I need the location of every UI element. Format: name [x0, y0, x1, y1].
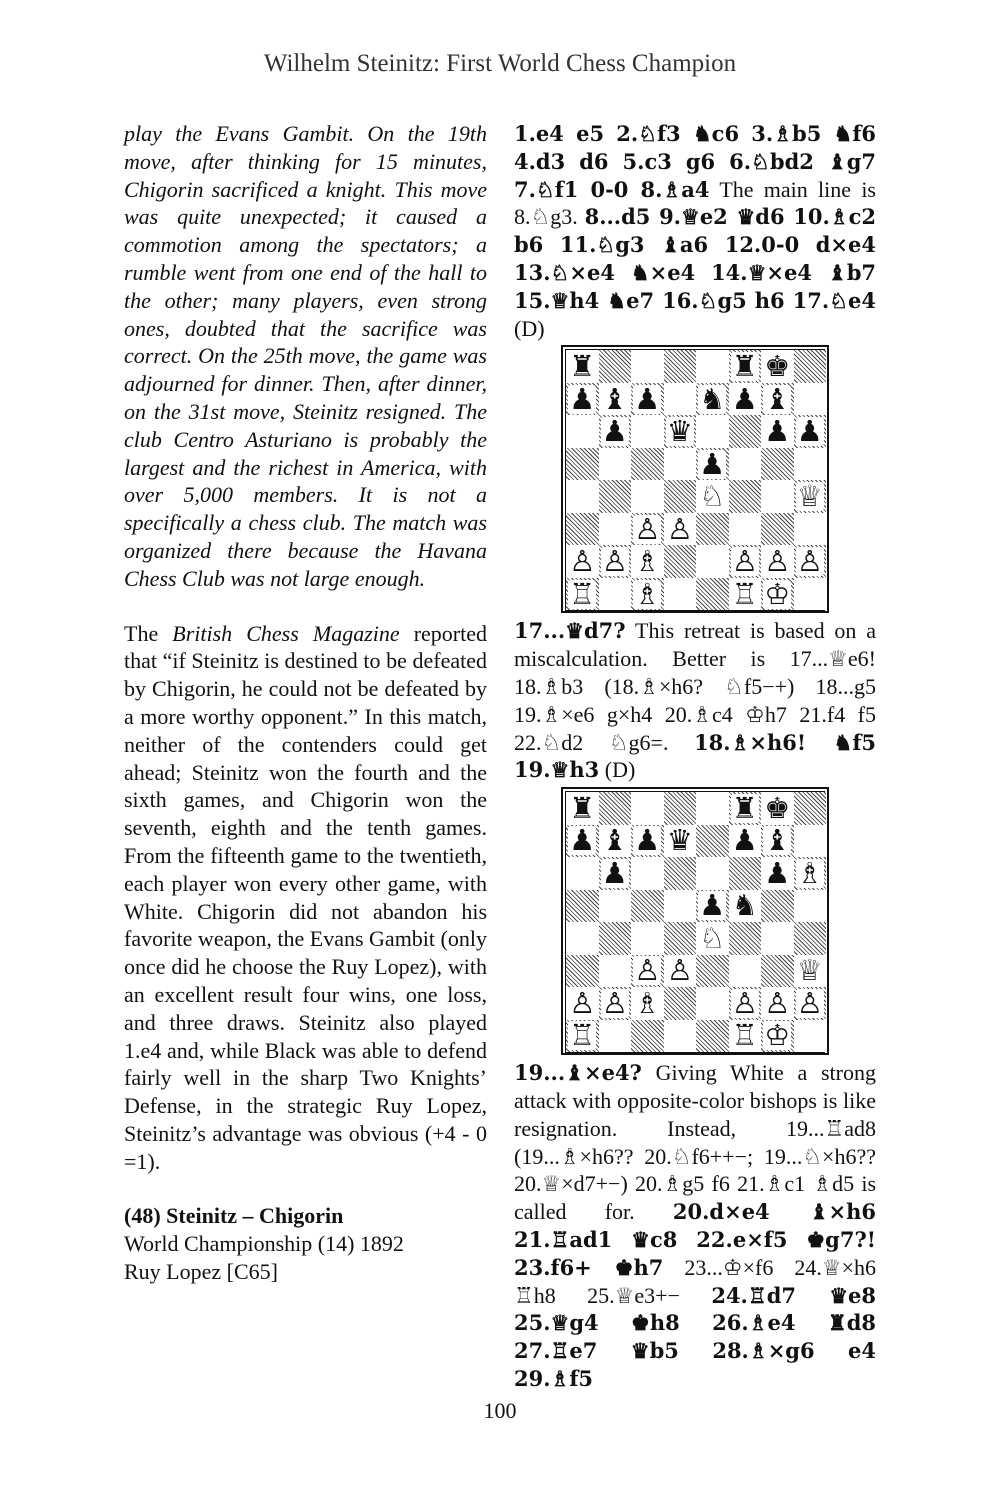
board-square: [599, 955, 632, 988]
running-header: Wilhelm Steinitz: First World Chess Champion: [263, 50, 737, 77]
board-square: [599, 578, 632, 611]
board-square: [696, 350, 729, 383]
board-square: [761, 857, 794, 890]
white-king-icon: ♔: [764, 1018, 791, 1053]
board-square: [631, 513, 664, 546]
left-column: [124, 120, 487, 1286]
board-square: [761, 578, 794, 611]
board-square: [794, 513, 827, 546]
board-square: [599, 825, 632, 858]
board-square: [631, 350, 664, 383]
board-square: [761, 987, 794, 1020]
black-pawn-icon: ♟: [569, 381, 596, 416]
board-square: [599, 480, 632, 513]
white-pawn-icon: ♙: [569, 544, 596, 579]
white-king-icon: ♔: [764, 576, 791, 611]
board-square: [696, 922, 729, 955]
board-square: [794, 890, 827, 923]
board-square: [794, 383, 827, 416]
board-square: [794, 922, 827, 955]
board-square: [696, 480, 729, 513]
board-square: [664, 545, 697, 578]
board-square: [599, 415, 632, 448]
board-square: [566, 825, 599, 858]
board-square: [794, 578, 827, 611]
black-queen-icon: ♛: [666, 414, 693, 449]
white-queen-icon: ♕: [796, 953, 823, 988]
board-square: [631, 890, 664, 923]
board-square: [631, 955, 664, 988]
game-event: World Championship (14) 1892: [124, 1231, 404, 1257]
black-rook-icon: ♜: [569, 790, 596, 825]
board-square: [761, 922, 794, 955]
board-square: [696, 890, 729, 923]
board-square: [631, 1020, 664, 1053]
board-square: [729, 448, 762, 481]
game-opening: Ruy Lopez [C65]: [124, 1259, 278, 1285]
white-pawn-icon: ♙: [796, 985, 823, 1020]
white-rook-icon: ♖: [569, 576, 596, 611]
white-bishop-icon: ♗: [634, 985, 661, 1020]
white-pawn-icon: ♙: [634, 511, 661, 546]
board-square: [664, 448, 697, 481]
board-square: [599, 513, 632, 546]
board-square: [729, 792, 762, 825]
board-square: [664, 513, 697, 546]
white-pawn-icon: ♙: [666, 511, 693, 546]
board-square: [566, 513, 599, 546]
board-square: [761, 825, 794, 858]
board-square: [696, 857, 729, 890]
board-square: [729, 857, 762, 890]
black-rook-icon: ♜: [731, 349, 758, 384]
white-bishop-icon: ♗: [796, 855, 823, 890]
white-pawn-icon: ♙: [764, 985, 791, 1020]
board-square: [664, 383, 697, 416]
white-pawn-icon: ♙: [764, 544, 791, 579]
board-square: [794, 792, 827, 825]
board-square: [794, 857, 827, 890]
board-square: [566, 1020, 599, 1053]
board-square: [729, 350, 762, 383]
board-square: [631, 578, 664, 611]
board-square: [664, 890, 697, 923]
board-square: [729, 383, 762, 416]
board-square: [761, 545, 794, 578]
board-square: [566, 545, 599, 578]
white-rook-icon: ♖: [731, 1018, 758, 1053]
board-square: [729, 545, 762, 578]
board-square: [664, 857, 697, 890]
board-square: [729, 987, 762, 1020]
black-pawn-icon: ♟: [731, 823, 758, 858]
white-bishop-icon: ♗: [634, 544, 661, 579]
page-number: 100: [483, 1398, 517, 1423]
board-square: [729, 1020, 762, 1053]
right-column: [514, 120, 876, 1393]
black-pawn-icon: ♟: [601, 855, 628, 890]
white-pawn-icon: ♙: [601, 544, 628, 579]
black-bishop-icon: ♝: [601, 823, 628, 858]
black-knight-icon: ♞: [699, 381, 726, 416]
board-square: [599, 383, 632, 416]
board-square: [631, 383, 664, 416]
board-square: [664, 415, 697, 448]
board-square: [664, 350, 697, 383]
board-square: [696, 513, 729, 546]
board-square: [794, 987, 827, 1020]
board-square: [599, 890, 632, 923]
black-pawn-icon: ♟: [601, 414, 628, 449]
board-square: [599, 987, 632, 1020]
board-square: [631, 922, 664, 955]
board-square: [599, 792, 632, 825]
board-square: [729, 922, 762, 955]
board-square: [729, 578, 762, 611]
chess-diagram-1: [561, 345, 829, 613]
board-square: [696, 792, 729, 825]
white-pawn-icon: ♙: [731, 985, 758, 1020]
board-square: [566, 890, 599, 923]
white-knight-icon: ♘: [699, 920, 726, 955]
magazine-title: British Chess Magazine: [172, 620, 400, 646]
board-square: [566, 922, 599, 955]
board-square: [696, 955, 729, 988]
white-pawn-icon: ♙: [634, 953, 661, 988]
black-queen-icon: ♛: [666, 823, 693, 858]
board-square: [599, 857, 632, 890]
white-rook-icon: ♖: [731, 576, 758, 611]
black-pawn-icon: ♟: [731, 381, 758, 416]
black-pawn-icon: ♟: [699, 888, 726, 923]
black-rook-icon: ♜: [569, 349, 596, 384]
board-square: [566, 792, 599, 825]
board-square: [696, 448, 729, 481]
board-square: [664, 792, 697, 825]
board-square: [729, 513, 762, 546]
board-square: [599, 922, 632, 955]
board-square: [794, 1020, 827, 1053]
board-square: [566, 955, 599, 988]
black-pawn-icon: ♟: [699, 446, 726, 481]
moves-2: 17...♛d7? This retreat is based on a miscalculation. Better is 17...♕e6! 18.♗b3 (18.♗×h6? ♘f5−+) 18...g5 19.♗×e6 g×h4 20.♗c4 ♔h7 21.f4 f5 22.♘d2 ♘g6=. 18.♗×h6! ♞f5 19.♕h3 (D): [514, 618, 876, 783]
board-square: [566, 857, 599, 890]
board-square: [631, 857, 664, 890]
board-square: [631, 480, 664, 513]
black-king-icon: ♚: [764, 790, 791, 825]
board-square: [696, 383, 729, 416]
white-pawn-icon: ♙: [666, 953, 693, 988]
moves-3: 19...♝×e4? Giving White a strong attack with opposite-color bishops is like resignation. Instead, 19...♖ad8 (19...♗×h6?? 20.♘f6++−; 19...♘×h6?? 20.♕×d7+−) 20.♗g5 f6 21.♗c1 ♗d5 is called for. 20.d×e4 ♝×h6 21.♖ad1 ♛c8 22.e×f5 ♚g7?! 23.f6+ ♚h7 23...♔×f6 24.♕×h6 ♖h8 25.♕e3+− 24.♖d7 ♛e8 25.♕g4 ♚h8 26.♗e4 ♜d8 27.♖e7 ♛b5 28.♗×g6 e4 29.♗f5: [514, 1060, 877, 1391]
board-square: [729, 955, 762, 988]
board-square: [566, 480, 599, 513]
black-king-icon: ♚: [764, 349, 791, 384]
board-square: [761, 448, 794, 481]
board-square: [566, 448, 599, 481]
board-square: [794, 955, 827, 988]
board-square: [664, 955, 697, 988]
board-square: [599, 1020, 632, 1053]
board-square: [761, 890, 794, 923]
board-square: [631, 792, 664, 825]
board-square: [729, 480, 762, 513]
board-square: [566, 350, 599, 383]
board-square: [696, 1020, 729, 1053]
board-square: [696, 415, 729, 448]
board-square: [599, 448, 632, 481]
white-pawn-icon: ♙: [731, 544, 758, 579]
board-square: [566, 987, 599, 1020]
black-pawn-icon: ♟: [634, 381, 661, 416]
board-square: [794, 480, 827, 513]
board-square: [664, 578, 697, 611]
chess-diagram-2: [561, 787, 829, 1055]
board-square: [664, 825, 697, 858]
board-square: [599, 545, 632, 578]
board-square: [664, 480, 697, 513]
board-square: [794, 545, 827, 578]
board-square: [729, 825, 762, 858]
white-pawn-icon: ♙: [796, 544, 823, 579]
white-knight-icon: ♘: [699, 479, 726, 514]
board-square: [761, 383, 794, 416]
black-bishop-icon: ♝: [764, 381, 791, 416]
black-pawn-icon: ♟: [764, 414, 791, 449]
board-square: [566, 415, 599, 448]
black-pawn-icon: ♟: [764, 855, 791, 890]
white-bishop-icon: ♗: [634, 576, 661, 611]
board-square: [794, 350, 827, 383]
board-square: [761, 350, 794, 383]
black-pawn-icon: ♟: [634, 823, 661, 858]
board-square: [729, 890, 762, 923]
board-square: [696, 545, 729, 578]
board-square: [631, 987, 664, 1020]
board-square: [794, 448, 827, 481]
board-square: [761, 1020, 794, 1053]
black-bishop-icon: ♝: [601, 381, 628, 416]
board-square: [664, 922, 697, 955]
black-pawn-icon: ♟: [796, 414, 823, 449]
black-bishop-icon: ♝: [764, 823, 791, 858]
black-rook-icon: ♜: [731, 790, 758, 825]
board-square: [631, 545, 664, 578]
board-square: [696, 987, 729, 1020]
board-square: [631, 825, 664, 858]
board-square: [761, 513, 794, 546]
game-heading: (48) Steinitz – Chigorin: [124, 1203, 344, 1229]
board-square: [794, 825, 827, 858]
white-rook-icon: ♖: [569, 1018, 596, 1053]
board-square: [599, 350, 632, 383]
white-pawn-icon: ♙: [601, 985, 628, 1020]
board-square: [761, 480, 794, 513]
narrative-italic: play the Evans Gambit. On the 19th move, after thinking for 15 minutes, Chigorin sacrificed a knight. This move was quite unexpected; it caused a commotion among the spectators; a rumble went from one end of the hall to the other; many players, even strong ones, doubted that the sacrifice was correct. On the 25th move, the game was adjourned for dinner. Then, after dinner, on the 31st move, Steinitz resigned. The club Centro Asturiano is probably the largest and the richest in America, with over 5,000 members. It is not a specifically a chess club. The match was organized there because the Havana Chess Club was not large enough.: [124, 121, 487, 591]
board-square: [566, 578, 599, 611]
board-square: [631, 448, 664, 481]
white-queen-icon: ♕: [796, 479, 823, 514]
board-square: [761, 415, 794, 448]
black-knight-icon: ♞: [731, 888, 758, 923]
board-square: [664, 987, 697, 1020]
moves-1: 1.e4 e5 2.♘f3 ♞c6 3.♗b5 ♞f6 4.d3 d6 5.c3 g6 6.♘bd2 ♝g7 7.♘f1 0-0 8.♗a4 The main line is 8.♘g3. 8...d5 9.♕e2 ♛d6 10.♗c2 b6 11.♘g3 ♝a6 12.0-0 d×e4 13.♘×e4 ♞×e4 14.♕×e4 ♝b7 15.♕h4 ♞e7 16.♘g5 h6 17.♘e4 (D): [514, 121, 876, 341]
board-square: [794, 415, 827, 448]
board-square: [664, 1020, 697, 1053]
board-square: [631, 415, 664, 448]
board-square: [696, 825, 729, 858]
board-square: [729, 415, 762, 448]
board-square: [696, 578, 729, 611]
paragraph-report: The British Chess Magazine reported that “if Steinitz is destined to be defeated by Chigorin, he could not be defeated by a more worthy opponent.” In this match, neither of the contenders could get ahead; Steinitz won the fourth and the sixth games, and Chigorin won the seventh, eighth and the tenth games. From the fifteenth game to the twentieth, each player won every other game, with White. Chigorin did not abandon his favorite weapon, the Evans Gambit (only once did he choose the Ruy Lopez), with an excellent result four wins, one loss, and three draws. Steinitz also played 1.e4 and, while Black was able to defend fairly well in the sharp Two Knights’ Defense, in the strategic Ruy Lopez, Steinitz’s advantage was obvious (+4 - 0 =1).: [124, 620, 488, 1174]
board-square: [761, 792, 794, 825]
board-square: [566, 383, 599, 416]
board-square: [761, 955, 794, 988]
black-pawn-icon: ♟: [569, 823, 596, 858]
white-pawn-icon: ♙: [569, 985, 596, 1020]
